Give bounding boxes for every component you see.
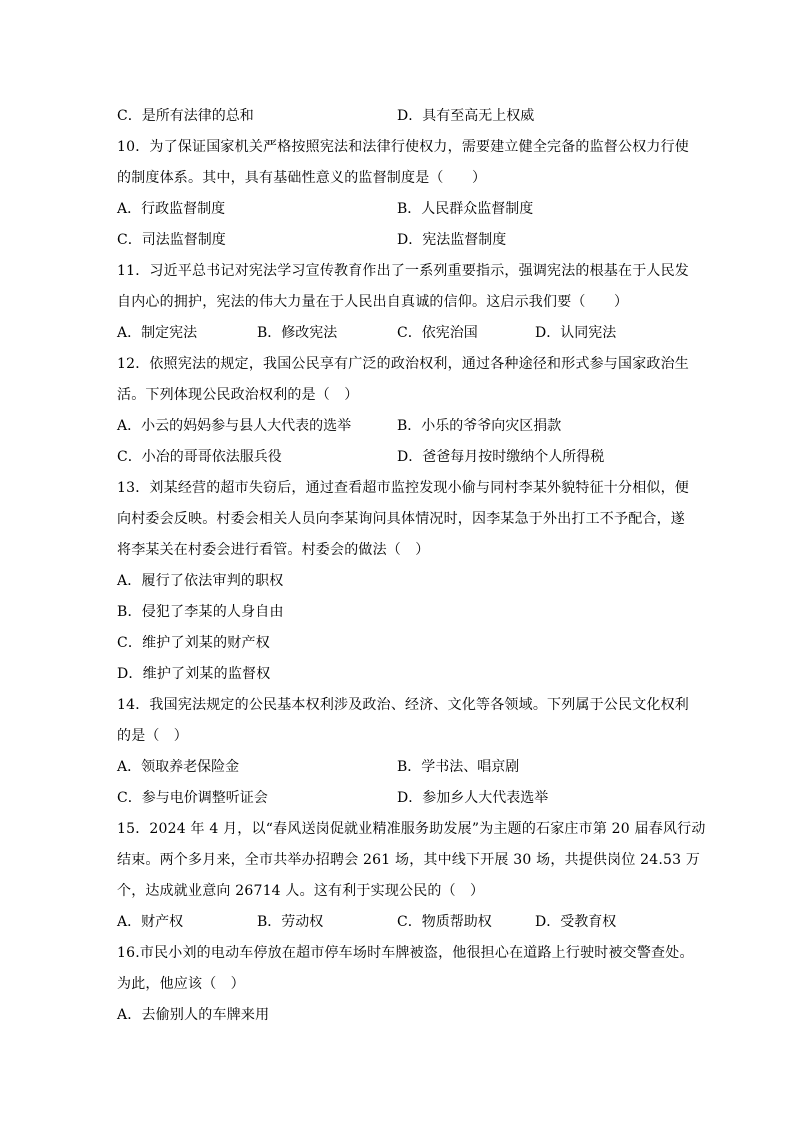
q15-stem-line1: 15．2024 年 4 月，以“春风送岗促就业精准服务助发展”为主题的石家庄市第 20 届春风行动 bbox=[117, 821, 706, 837]
q14-options-row1 bbox=[117, 752, 677, 783]
q11-option-a: A．制定宪法 bbox=[117, 325, 198, 341]
q10-option-b: B．人民群众监督制度 bbox=[397, 201, 534, 217]
q10-options-row1 bbox=[117, 194, 677, 225]
q12-stem-line1: 12．依照宪法的规定，我国公民享有广泛的政治权利，通过各种途径和形式参与国家政治生 bbox=[117, 356, 690, 372]
q15-option-a: A．财产权 bbox=[117, 914, 184, 930]
q11-option-b: B．修改宪法 bbox=[257, 325, 338, 341]
q15-option-d: D．受教育权 bbox=[535, 914, 617, 930]
q11-option-d: D．认同宪法 bbox=[535, 325, 617, 341]
q14-option-d: D．参加乡人大代表选举 bbox=[397, 790, 549, 806]
q16-option-a: A．去偷别人的车牌来用 bbox=[117, 1007, 270, 1023]
q14-stem-line2: 的是（ ） bbox=[117, 728, 188, 744]
q12-option-b: B．小乐的爷爷向灾区捐款 bbox=[397, 418, 562, 434]
q11-stem-line2: 自内心的拥护，宪法的伟大力量在于人民出自真诚的信仰。这启示我们要（ ） bbox=[117, 294, 629, 310]
q13-option-c: C．维护了刘某的财产权 bbox=[117, 635, 270, 651]
q13-stem-line3: 将李某关在村委会进行看管。村委会的做法（ ） bbox=[117, 542, 430, 558]
q15-options bbox=[117, 907, 677, 938]
q12-option-a: A．小云的妈妈参与县人大代表的选举 bbox=[117, 418, 352, 434]
q13-option-d: D．维护了刘某的监督权 bbox=[117, 666, 271, 682]
q10-option-c: C．司法监督制度 bbox=[117, 232, 226, 248]
q10-options-row2 bbox=[117, 225, 677, 256]
q13-option-a: A．履行了依法审判的职权 bbox=[117, 573, 284, 589]
q12-options-row1 bbox=[117, 411, 677, 442]
q16-stem-line2: 为此，他应该（ ） bbox=[117, 976, 245, 992]
q12-options-row2 bbox=[117, 442, 677, 473]
q12-option-c: C．小冶的哥哥依法服兵役 bbox=[117, 449, 282, 465]
q14-option-b: B．学书法、唱京剧 bbox=[397, 759, 520, 775]
q15-option-b: B．劳动权 bbox=[257, 914, 324, 930]
q14-option-a: A．领取养老保险金 bbox=[117, 759, 240, 775]
q9-option-d: D．具有至高无上权威 bbox=[397, 108, 535, 124]
q10-stem-line2: 的制度体系。其中，具有基础性意义的监督制度是（ ） bbox=[117, 170, 487, 186]
q13-stem-line2: 向村委会反映。村委会相关人员向李某询问具体情况时，因李某急于外出打工不予配合，遂 bbox=[117, 511, 685, 527]
q9-options bbox=[117, 101, 677, 132]
q12-option-d: D．爸爸每月按时缴纳个人所得税 bbox=[397, 449, 605, 465]
q11-options bbox=[117, 318, 677, 349]
q14-option-c: C．参与电价调整听证会 bbox=[117, 790, 268, 806]
q16-stem-line1: 16.市民小刘的电动车停放在超市停车场时车牌被盗，他很担心在道路上行驶时被交警查处。 bbox=[117, 945, 694, 961]
q12-stem-line2: 活。下列体现公民政治权利的是（ ） bbox=[117, 387, 359, 403]
q11-stem-line1: 11．习近平总书记对宪法学习宣传教育作出了一系列重要指示，强调宪法的根基在于人民发 bbox=[117, 263, 690, 279]
q9-option-c: C．是所有法律的总和 bbox=[117, 108, 254, 124]
question-list bbox=[117, 101, 706, 1031]
q10-option-d: D．宪法监督制度 bbox=[397, 232, 507, 248]
q14-options-row2 bbox=[117, 783, 677, 814]
q13-option-b: B．侵犯了李某的人身自由 bbox=[117, 604, 284, 620]
q15-stem-line2: 结束。两个多月来，全市共举办招聘会 261 场，其中线下开展 30 场，共提供岗位 24.53 万 bbox=[117, 852, 701, 868]
q13-stem-line1: 13．刘某经营的超市失窃后，通过查看超市监控发现小偷与同村李某外貌特征十分相似，便 bbox=[117, 480, 690, 496]
q10-stem-line1: 10．为了保证国家机关严格按照宪法和法律行使权力，需要建立健全完备的监督公权力行使 bbox=[117, 139, 690, 155]
q11-option-c: C．依宪治国 bbox=[397, 325, 478, 341]
q15-option-c: C．物质帮助权 bbox=[397, 914, 492, 930]
q14-stem-line1: 14．我国宪法规定的公民基本权利涉及政治、经济、文化等各领域。下列属于公民文化权利 bbox=[117, 697, 690, 713]
q15-stem-line3: 个，达成就业意向 26714 人。这有利于实现公民的（ ） bbox=[117, 883, 485, 899]
q10-option-a: A．行政监督制度 bbox=[117, 201, 226, 217]
